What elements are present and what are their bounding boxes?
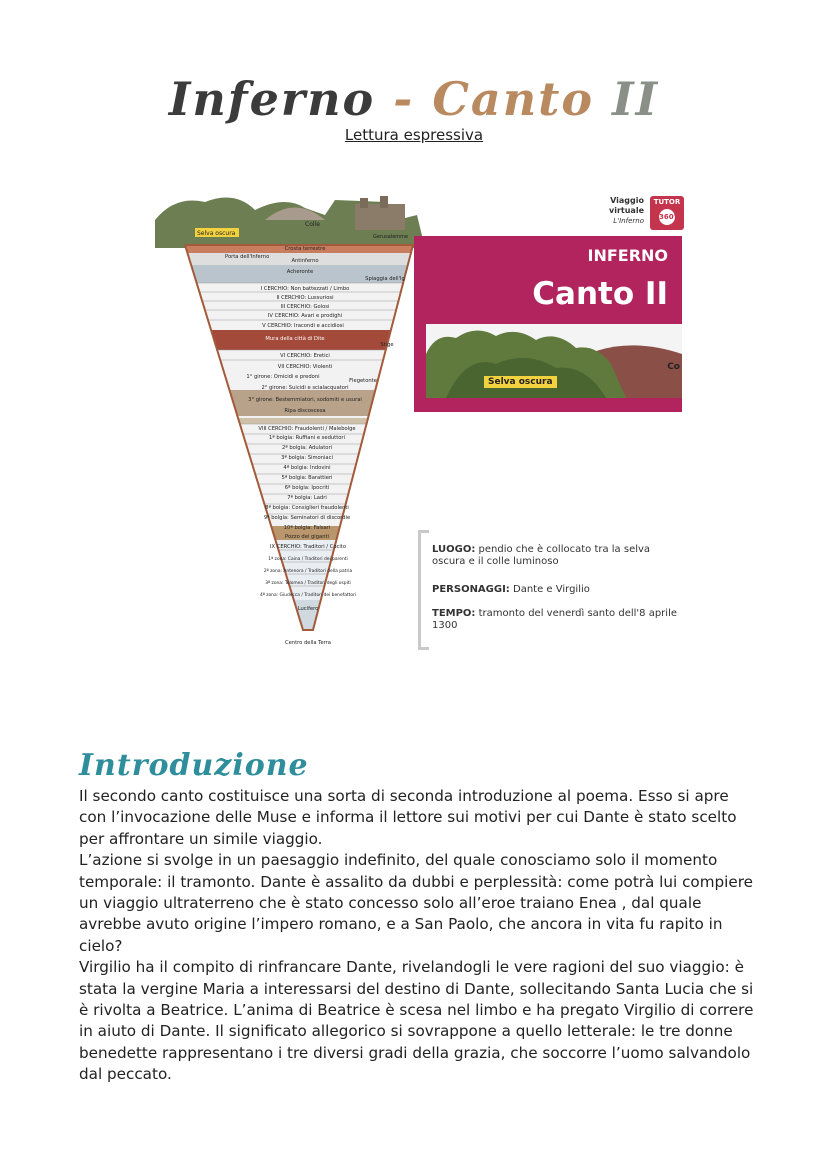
label-g1: 1° girone: Omicidi e predoni — [246, 374, 320, 380]
label-z2: 2ª zona: Antenora / Traditori della patria — [263, 569, 353, 574]
label-crosta: Crosta terrestre — [284, 246, 326, 252]
label-c4: IV CERCHIO: Avari e prodighi — [267, 313, 343, 319]
label-z4: 4ª zona: Giudecca / Traditori dei benefattori — [259, 593, 357, 598]
selva-oscura-image — [426, 324, 682, 398]
intro-paragraph-2: L’azione si svolge in un paesaggio indefinito, del quale conosciamo solo il momento temporale: il tramonto. Dante è assalito da dubbi e perplessità: come potrà lui compiere un viaggio ultraterreno che è stato concesso solo all’eroe traiano Enea , dal quale avrebbe avuto origine l’impero romano, e a San Paolo, che ancora in vita fu rapito in cielo? — [79, 851, 753, 955]
label-c5: V CERCHIO: Iracondi e accidiosi — [262, 323, 344, 329]
label-b5: 5ª bolgia: Barattieri — [281, 475, 333, 481]
label-flegetonte: Flegetonte — [349, 378, 377, 384]
label-b4: 4ª bolgia: Indovini — [283, 465, 331, 471]
title-number: II — [612, 72, 660, 126]
tutor-virtual-tour[interactable] — [609, 196, 684, 232]
info-bracket — [418, 530, 429, 650]
label-antinferno: Antinferno — [291, 258, 319, 264]
panel-kicker: INFERNO — [587, 246, 668, 265]
page-title — [0, 72, 828, 126]
label-gerusalemme: Gerusalemme — [373, 234, 409, 240]
info-luogo — [432, 544, 684, 568]
info-luogo-text: pendio che è collocato tra la selva oscura e il colle luminoso — [432, 544, 651, 567]
canto-info — [418, 530, 688, 644]
label-porta: Porta dell'Inferno — [225, 254, 270, 260]
info-luogo-label: LUOGO: — [432, 544, 476, 555]
label-c9: IX CERCHIO: Traditori / Cocito — [270, 544, 346, 550]
label-c3: III CERCHIO: Golosi — [280, 304, 330, 310]
label-pozzo: Pozzo dei giganti — [285, 534, 329, 540]
label-c7: VII CERCHIO: Violenti — [277, 364, 333, 370]
label-centro: Centro della Terra — [284, 640, 332, 646]
label-b8: 8ª bolgia: Consiglieri fraudolenti — [265, 505, 349, 511]
label-g2: 2° girone: Suicidi e scialacquatori — [261, 385, 349, 391]
intro-paragraph-1: Il secondo canto costituisce una sorta di seconda introduzione al poema. Esso si apre con l’invocazione delle Muse e informa il lettore sui motivi per cui Dante è stato scelto per affrontare un simile viaggio. — [79, 787, 737, 848]
canto-panel — [414, 236, 682, 412]
intro-paragraph-3: Virgilio ha il compito di rinfrancare Dante, rivelandogli le vere ragioni del suo viaggio: è stata la vergine Maria a interessarsi del destino di Dante, sollecitando Santa Lucia che si è rivolta a Beatrice. L’anima di Beatrice è scesa nel limbo e ha pregato Virgilio di correre in aiuto di Dante. Il significato allegorico si sovrappone a quello letterale: le tre donne benedette rappresentano i tre diversi gradi della grazia, che soccorre l’uomo salvandolo dal peccato. — [79, 958, 754, 1084]
label-b6: 6ª bolgia: Ipocriti — [284, 485, 330, 491]
info-personaggi — [432, 584, 684, 596]
intro-heading: Introduzione — [79, 748, 309, 783]
label-stige: Stige — [380, 342, 394, 348]
label-colle: Colle — [305, 221, 320, 228]
info-personaggi-text: Dante e Virgilio — [513, 584, 590, 595]
label-z3: 3ª zona: Tolomea / Traditori degli ospiti — [265, 581, 351, 586]
image-cut-label: Co — [667, 362, 680, 372]
label-c6: VI CERCHIO: Eretici — [280, 353, 330, 359]
label-spiaggia: Spiaggia dell'Ig — [365, 276, 405, 282]
title-canto: - Canto — [375, 72, 613, 126]
label-acheronte: Acheronte — [286, 269, 314, 275]
tutor-360-icon[interactable] — [650, 196, 684, 230]
label-z1: 1ª zona: Caina / Traditori dei parenti — [268, 557, 348, 562]
page-subtitle: Lettura espressiva — [344, 126, 484, 144]
label-b10: 10ª bolgia: Falsari — [283, 525, 331, 531]
label-b7: 7ª bolgia: Ladri — [287, 495, 327, 501]
tutor-line2: virtuale — [609, 206, 644, 215]
tutor-line3: L'Inferno — [613, 217, 644, 225]
label-b1: 1ª bolgia: Ruffiani e seduttori — [269, 435, 345, 441]
label-c1: I CERCHIO: Non battezzati / Limbo — [260, 286, 350, 292]
label-mura: Mura della città di Dite — [265, 336, 325, 342]
info-personaggi-label: PERSONAGGI: — [432, 584, 510, 595]
label-b2: 2ª bolgia: Adulatori — [281, 445, 333, 451]
inferno-cone-diagram — [155, 190, 425, 650]
label-lucifero: Lucifero — [297, 606, 319, 612]
label-g3: 3° girone: Bestemmiatori, sodomiti e usurai — [248, 397, 362, 403]
tutor-badge-label: TUTOR — [653, 198, 681, 206]
panel-title: Canto II — [532, 276, 668, 312]
label-c2: II CERCHIO: Lussuriosi — [276, 295, 334, 301]
label-b9: 9ª bolgia: Seminatori di discordie — [263, 515, 351, 521]
info-tempo — [432, 608, 684, 632]
label-selva: Selva oscura — [197, 230, 236, 237]
intro-body — [79, 786, 759, 1086]
info-tempo-text: tramonto del venerdì santo dell'8 aprile 1300 — [432, 608, 677, 631]
title-inferno: Inferno — [168, 72, 376, 126]
label-c8: VIII CERCHIO: Fraudolenti / Malebolge — [258, 426, 356, 432]
label-ripa: Ripa discoscesa — [284, 408, 326, 414]
tutor-line1: Viaggio — [610, 196, 644, 205]
selva-oscura-label: Selva oscura — [484, 376, 557, 388]
label-b3: 3ª bolgia: Simoniaci — [281, 455, 333, 461]
info-tempo-label: TEMPO: — [432, 608, 476, 619]
tutor-badge-number: 360° — [659, 209, 675, 225]
